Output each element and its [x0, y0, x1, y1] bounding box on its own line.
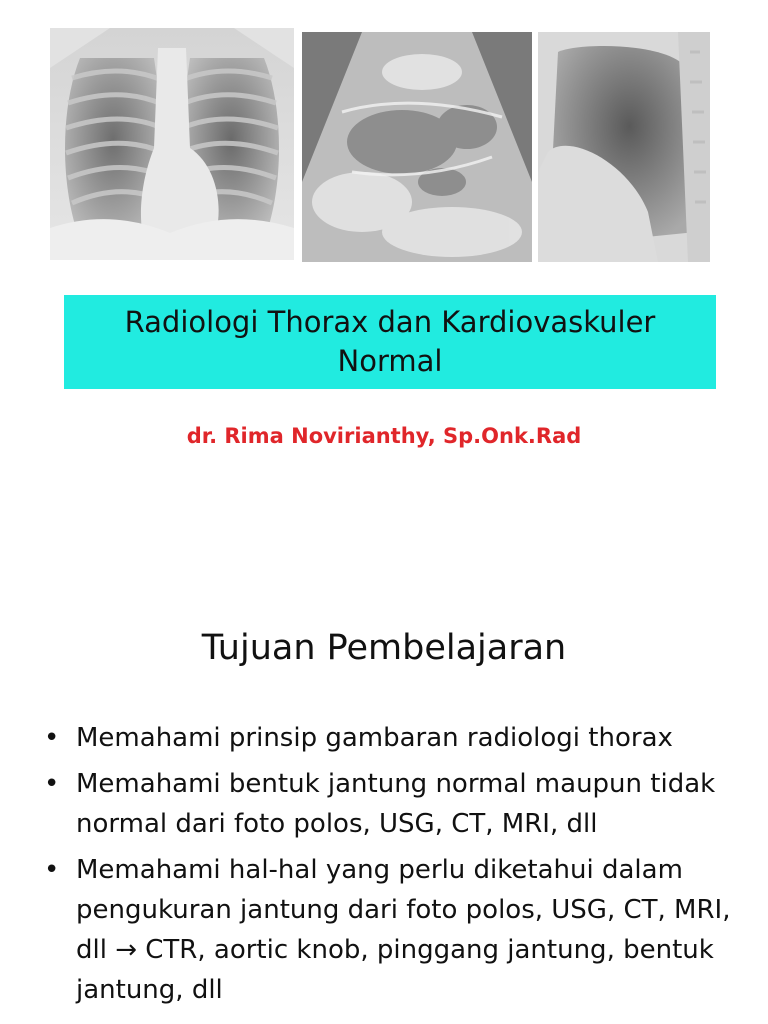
list-item: [44, 850, 744, 1010]
bullet-icon: •: [44, 855, 60, 885]
chest-xray-lateral-image: [538, 32, 710, 262]
echocardiogram-image: [302, 32, 532, 262]
title-slide: [0, 0, 768, 500]
bullet-icon: •: [44, 769, 60, 799]
list-item: [44, 764, 744, 844]
bullet-icon: •: [44, 723, 60, 753]
slide-title: Radiologi Thorax dan Kardiovaskuler Normal: [124, 305, 656, 378]
objectives-list: [44, 718, 744, 1016]
objective-text: Memahami bentuk jantung normal maupun tidak normal dari foto polos, USG, CT, MRI, dll: [76, 769, 716, 839]
objectives-slide: [0, 500, 768, 1024]
list-item: [44, 718, 744, 758]
objective-text: Memahami prinsip gambaran radiologi thorax: [76, 723, 673, 753]
objective-text: Memahami hal-hal yang perlu diketahui dalam pengukuran jantung dari foto polos, USG, CT, MRI, dll → CTR, aortic knob, pinggang jantung, bentuk jantung, dll: [76, 855, 731, 1005]
chest-xray-pa-image: [50, 28, 294, 260]
section-heading: Tujuan Pembelajaran: [201, 628, 567, 668]
author-name: dr. Rima Novirianthy, Sp.Onk.Rad: [186, 424, 582, 448]
title-box: [64, 295, 716, 389]
